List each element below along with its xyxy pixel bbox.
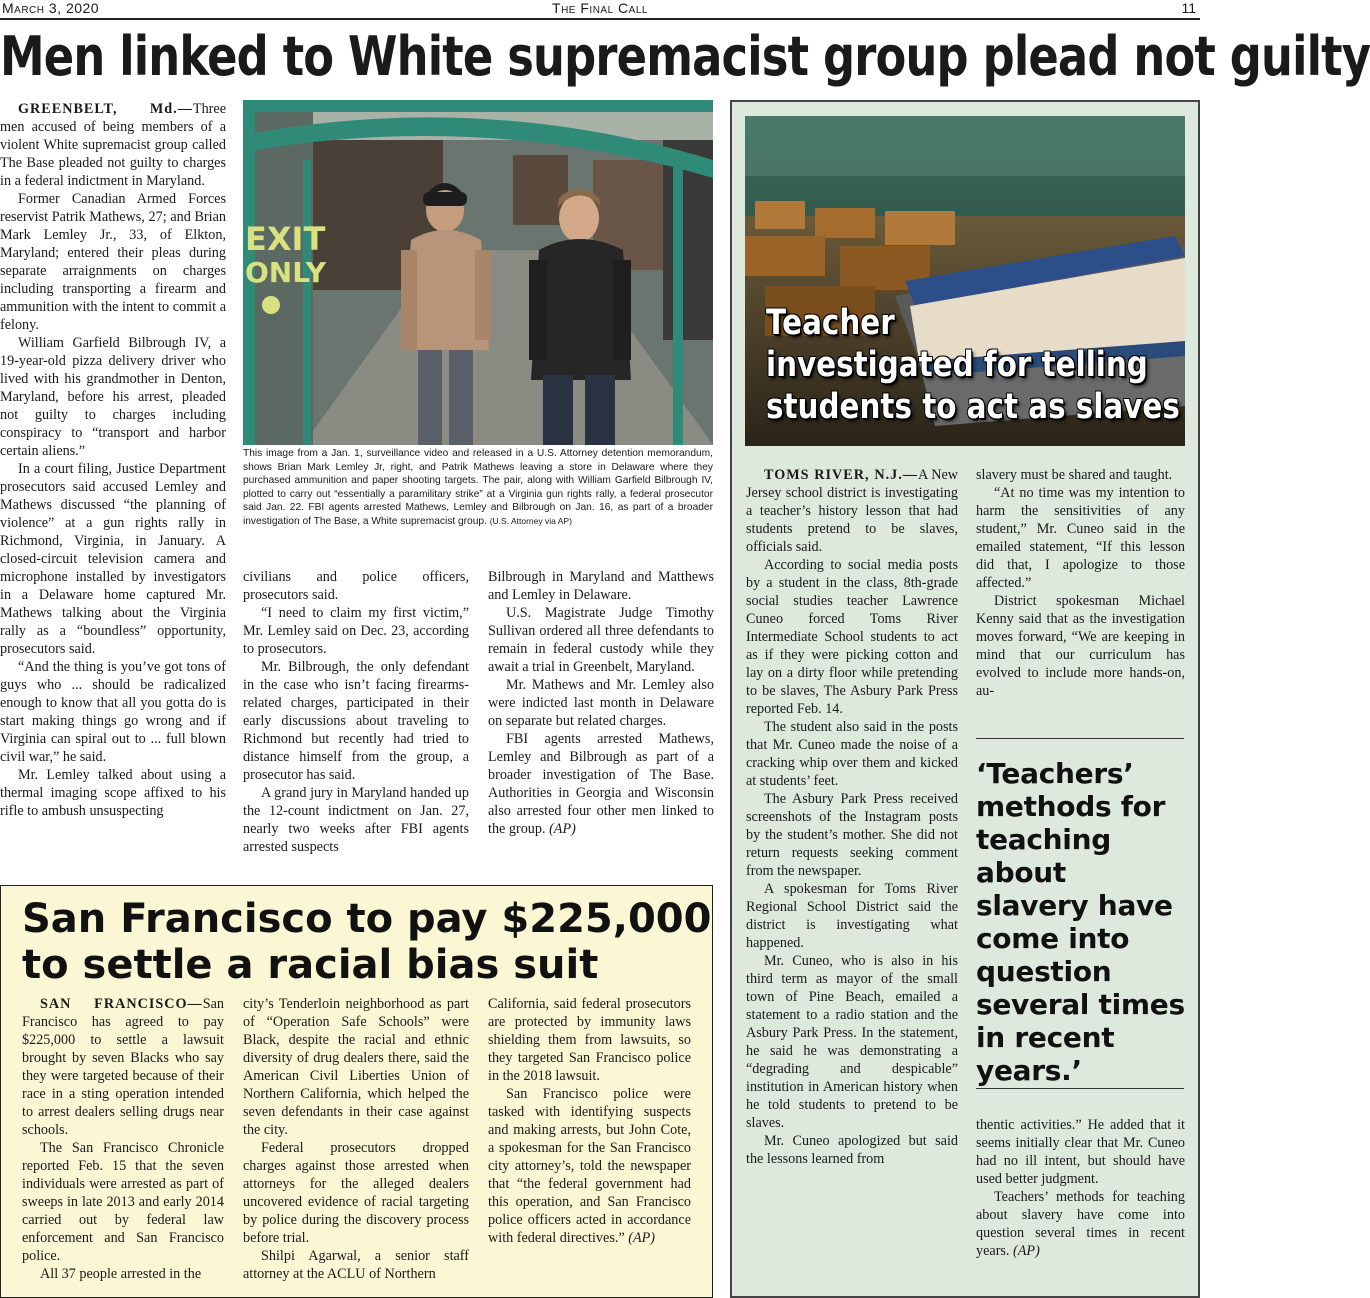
main-story-col3 [488,568,714,878]
main-story-col1 [0,100,226,878]
teacher-story-para: slavery must be shared and taught. [976,467,1173,483]
teacher-story-para: District spokesman Michael Kenny said that as the investigation moves forward, “We are keeping in mind that our curriculum has evolved to include more hands-on, au- [976,593,1185,699]
folio-rule [0,18,1200,20]
teacher-story-headline: Teacher investigated for telling students to act as slaves [766,303,1180,427]
ap-credit: (AP) [549,821,576,837]
photo-caption: This image from a Jan. 1, surveillance video and released in a U.S. Attorney detention memorandum, shows Brian Mark Lemley Jr, right, and Patrik Mathews leaving a store in Delaware where they purchased ammunition and paper shooting targets. The pair, along with William Garfield Bilbrough IV, plotted to carry out “essentially a paramilitary strike” at a Virginia gun rights rally, a federal prosecutor said Jan. 22. FBI agents arrested Mathews, Lemley and Bilbrough on Jan. 16, as part of a broader investigation of The Base, a White supremacist group. (U.S. Attorney via AP) [243,448,713,527]
pull-quote-rule-top [976,738,1184,739]
main-story-para: Former Canadian Armed Forces reservist Patrik Mathews, 27; and Brian Mark Lemley Jr., 33, of Elkton, Maryland; entered their pleas during separate arraignments on charges including transporting a firearm and ammunition with the intent to commit a felony. [0,191,226,333]
main-headline: Men linked to White supremacist group plead not guilty [0,25,1370,88]
main-story-para: GREENBELT, Md.—Three men accused of being members of a violent White supremacist group called The Base pleaded not guilty to charges in a federal indictment in Maryland. [0,101,226,189]
teacher-story-para: The Asbury Park Press received screenshots of the Instagram posts by the student’s mother. She did not return requests seeking comment from the newspaper. [746,791,958,879]
surveillance-photo [243,100,713,445]
teacher-story-para: According to social media posts by a student in the class, 8th-grade social studies teacher Lawrence Cuneo forced Toms River Intermediate School students to act as if they were picking cotton and lay on a dirty floor while pretending to be slaves, The Asbury Park Press reported Feb. 14. [746,557,958,717]
sf-story-col3 [488,995,691,1293]
sf-story-para: All 37 people arrested in the [40,1266,202,1282]
teacher-story-para: “At no time was my intention to harm the sensitivities of any student,” Mr. Cuneo said in the emailed statement, “If this lesson did that, I apologize to those affected.” [976,485,1185,591]
main-story-para: A grand jury in Maryland handed up the 12-count indictment on Jan. 27, nearly two weeks after FBI agents arrested suspects [243,785,469,855]
paper-name: The Final Call [552,0,648,16]
sf-dateline: SAN FRANCISCO— [40,996,203,1012]
main-story-para: “And the thing is you’ve got tons of guys who ... should be radicalized enough to know that all you gotta do is start making things go wrong and if Virginia can spiral out to ... full blown civil war,” he said. [0,659,226,765]
sf-story-para: SAN FRANCISCO—San Francisco has agreed to pay $225,000 to settle a lawsuit brought by seven Blacks who say they were targeted because of their race in a sting operation intended to arrest dealers selling drugs near schools. [22,996,224,1138]
teacher-story-para: thentic activities.” He added that it seems initially clear that Mr. Cuneo had no ill intent, but should have used better judgment. [976,1117,1185,1187]
photo-credit: (U.S. Attorney via AP) [489,515,572,526]
sf-story-col1 [22,995,224,1293]
main-story-para: FBI agents arrested Mathews, Lemley and Bilbrough as part of a broader investigation of The Base. Authorities in Georgia and Wisconsin also arrested four other men linked to the group. (AP) [488,731,714,837]
surveillance-photo-art [243,100,713,445]
teacher-dateline: TOMS RIVER, N.J.— [764,467,918,483]
pull-quote: ‘Teachers’ methods for teaching about slavery have come into question several times in recent years.’ [976,757,1185,1087]
teacher-story-para: TOMS RIVER, N.J.—A New Jersey school district is investigating a teacher’s history lesson that had students pretend to be slaves, officials said. [746,467,958,555]
teacher-story-para: The student also said in the posts that Mr. Cuneo made the noise of a cracking whip over them and kicked at students’ feet. [746,719,958,789]
exit-sign-text: EXIT [245,220,326,258]
main-story-para: Mr. Mathews and Mr. Lemley also were indicted last month in Delaware on separate but related charges. [488,677,714,729]
teacher-story-col2-bottom [976,1116,1185,1286]
main-story-para: Mr. Lemley talked about using a thermal imaging scope affixed to his rifle to ambush unsuspecting [0,767,226,819]
ap-credit: (AP) [628,1230,656,1246]
teacher-story-para: Mr. Cuneo, who is also in his third term as mayor of the small town of Pine Beach, emailed a statement to a radio station and the Asbury Park Press. In the statement, he said he was demonstrating a “degrading and despicable” institution in American history when he told students to pretend to be slaves. [746,953,958,1131]
main-story-para: “I need to claim my first victim,” Mr. Lemley said on Dec. 23, according to prosecutors. [243,605,469,657]
main-story-col2 [243,568,469,878]
main-story-para: U.S. Magistrate Judge Timothy Sullivan ordered all three defendants to remain in federal custody while they await a trial in Greenbelt, Maryland. [488,605,714,675]
folio-bar [0,0,1200,18]
sf-story-col2 [243,995,469,1293]
sf-story-para: Shilpi Agarwal, a senior staff attorney at the ACLU of Northern [243,1248,469,1282]
sf-headline: San Francisco to pay $225,000 to settle a racial bias suit [22,896,712,988]
teacher-story-para: A spokesman for Toms River Regional School District said the district is investigating what happened. [746,881,958,951]
main-story-para: In a court filing, Justice Department prosecutors said accused Lemley and Mathews discussed “the planning of violence” at a gun rights rally in Richmond, Virginia, in January. A closed-circuit television camera and microphone installed by investigators in a Delaware home captured Mr. Mathews talking about the Virginia rally as a “boundless” opportunity, prosecutors said. [0,461,226,657]
page-number: 11 [1181,0,1196,16]
main-story-para: Bilbrough in Maryland and Matthews and Lemley in Delaware. [488,569,714,603]
main-dateline: GREENBELT, Md.— [18,101,193,117]
main-story-para: civilians and police officers, prosecutors said. [243,569,469,603]
ap-credit: (AP) [1013,1243,1040,1259]
exit-sign-text: ONLY [245,256,326,289]
sf-story-para: city’s Tenderloin neighborhood as part of “Operation Safe Schools” were Black, despite the racial and ethnic diversity of drug dealers there, said the American Civil Liberties Union of Northern California, which helped the seven defendants in their case against the city. [243,996,469,1138]
main-story-para: Mr. Bilbrough, the only defendant in the case who isn’t facing firearms-related charges, participated in their early discussions about traveling to Richmond but recently had tried to distance himself from the group, a prosecutor has said. [243,659,469,783]
sf-story-para: Federal prosecutors dropped charges against those arrested when attorneys for the alleged dealers uncovered evidence of racial targeting by police during the discovery process before trial. [243,1140,469,1246]
teacher-story-para: Mr. Cuneo apologized but said the lessons learned from [746,1133,958,1167]
issue-date: March 3, 2020 [2,0,100,16]
pull-quote-rule-bottom [976,1088,1184,1089]
sf-story-para: California, said federal prosecutors are protected by immunity laws shielding them from lawsuits, so they targeted San Francisco police in the 2018 lawsuit. [488,996,691,1084]
sf-story-para: The San Francisco Chronicle reported Feb. 15 that the seven individuals were arrested as part of sweeps in late 2013 and early 2014 carried out by federal law enforcement and San Francisco police. [22,1140,224,1264]
teacher-story-col2-top [976,466,1185,718]
main-story-para: William Garfield Bilbrough IV, a 19-year-old pizza delivery driver who lived with his grandmother in Denton, Maryland, before his arrest, pleaded not guilty to charges including conspiracy to “transport and harbor certain aliens.” [0,335,226,459]
sf-story-para: San Francisco police were tasked with identifying suspects and making arrests, but John Cote, a spokesman for the San Francisco city attorney’s, told the newspaper that “the federal government had this operation, and San Francisco police officers acted in accordance with federal directives.” (AP) [488,1086,691,1246]
teacher-story-para: Teachers’ methods for teaching about slavery have come into question several times in recent years. (AP) [976,1189,1185,1259]
teacher-story-col1 [746,466,958,1280]
